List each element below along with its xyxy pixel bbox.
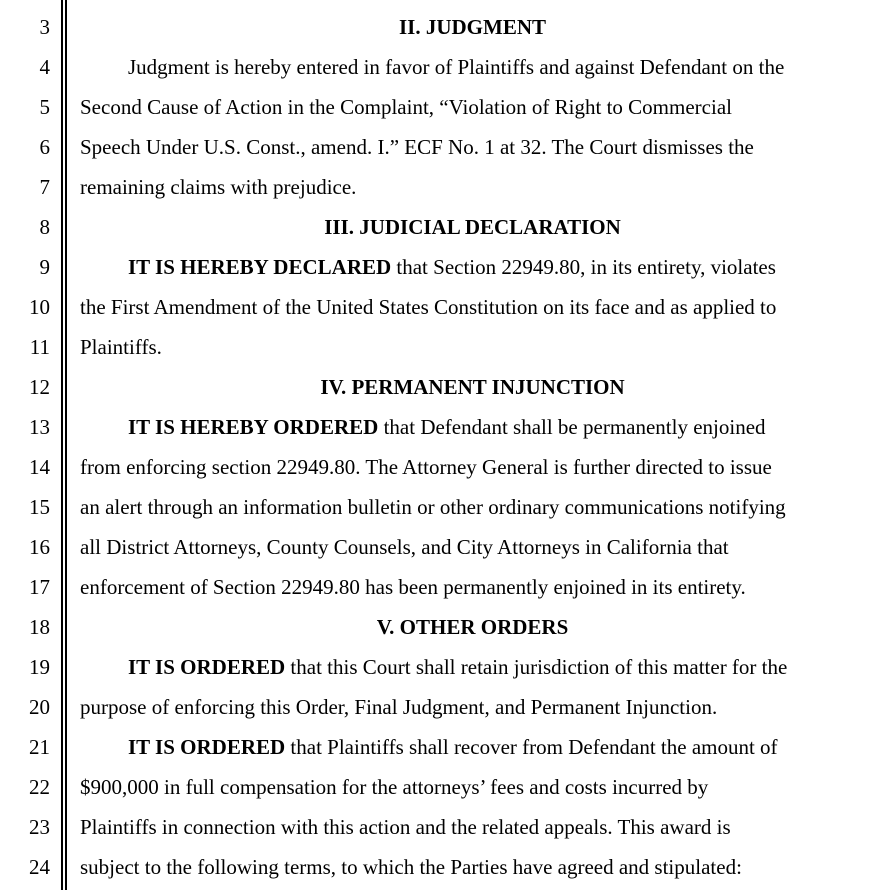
document-line [0,240,892,280]
line-text-rest: that this Court shall retain jurisdiction of this matter for the [285,655,788,679]
section-heading: III. JUDICIAL DECLARATION [324,215,621,239]
bold-lead-in: IT IS ORDERED [128,735,286,759]
document-line [0,440,892,480]
line-number: 15 [29,495,50,519]
section-heading: IV. PERMANENT INJUNCTION [320,375,625,399]
document-line [0,800,892,840]
line-text: from enforcing section 22949.80. The Attorney General is further directed to issue [80,455,772,479]
line-number: 17 [29,575,50,599]
line-text: enforcement of Section 22949.80 has been permanently enjoined in its entirety. [80,575,746,599]
line-number: 5 [39,95,50,119]
document-line [0,600,892,640]
line-number: 20 [29,695,50,719]
line-text: subject to the following terms, to which the Parties have agreed and stipulated: [80,855,742,879]
document-line [0,520,892,560]
line-number: 14 [29,455,50,479]
document-line [0,200,892,240]
line-text [128,734,778,760]
line-number: 12 [29,375,50,399]
document-line [0,320,892,360]
line-number: 6 [39,135,50,159]
line-text: Second Cause of Action in the Complaint, “Violation of Right to Commercial [80,95,732,119]
line-number: 9 [39,255,50,279]
line-text: the First Amendment of the United States Constitution on its face and as applied to [80,295,777,319]
line-number: 10 [29,295,50,319]
document-line [0,560,892,600]
line-text: an alert through an information bulletin or other ordinary communications notifying [80,495,786,519]
line-number: 7 [39,175,50,199]
line-number: 21 [29,735,50,759]
document-line [0,80,892,120]
line-text: $900,000 in full compensation for the attorneys’ fees and costs incurred by [80,775,709,799]
line-number: 3 [39,15,50,39]
line-text: Plaintiffs in connection with this action and the related appeals. This award is [80,815,731,839]
document-line [0,680,892,720]
line-number: 13 [29,415,50,439]
document-line [0,720,892,760]
line-text: all District Attorneys, County Counsels, and City Attorneys in California that [80,535,729,559]
document-line [0,480,892,520]
line-text [128,254,776,280]
line-text: Judgment is hereby entered in favor of Plaintiffs and against Defendant on the [128,55,785,79]
line-text: purpose of enforcing this Order, Final Judgment, and Permanent Injunction. [80,695,718,719]
line-number: 19 [29,655,50,679]
document-line [0,640,892,680]
document-line [0,160,892,200]
document-line [0,760,892,800]
document-line [0,120,892,160]
document-line [0,280,892,320]
line-text-rest: that Plaintiffs shall recover from Defendant the amount of [285,735,778,759]
line-text [128,654,787,680]
section-heading: II. JUDGMENT [398,15,546,39]
line-number: 8 [39,215,50,239]
line-text: Speech Under U.S. Const., amend. I.” ECF No. 1 at 32. The Court dismisses the [80,135,754,159]
bold-lead-in: IT IS HEREBY DECLARED [128,255,392,279]
line-number: 22 [29,775,50,799]
document-line [0,840,892,880]
line-text-rest: that Section 22949.80, in its entirety, violates [391,255,776,279]
document-line [0,360,892,400]
line-number: 16 [29,535,50,559]
bold-lead-in: IT IS ORDERED [128,655,286,679]
bold-lead-in: IT IS HEREBY ORDERED [128,415,379,439]
line-number: 24 [29,855,50,879]
document-line [0,40,892,80]
line-number: 23 [29,815,50,839]
line-number: 18 [29,615,50,639]
line-text: Plaintiffs. [80,335,162,359]
document-line [0,0,892,40]
document-line [0,400,892,440]
line-text: remaining claims with prejudice. [80,175,357,199]
line-number: 11 [29,335,50,359]
section-heading: V. OTHER ORDERS [376,615,569,639]
line-text [128,414,766,440]
line-text-rest: that Defendant shall be permanently enjoined [378,415,766,439]
line-number: 4 [39,55,50,79]
